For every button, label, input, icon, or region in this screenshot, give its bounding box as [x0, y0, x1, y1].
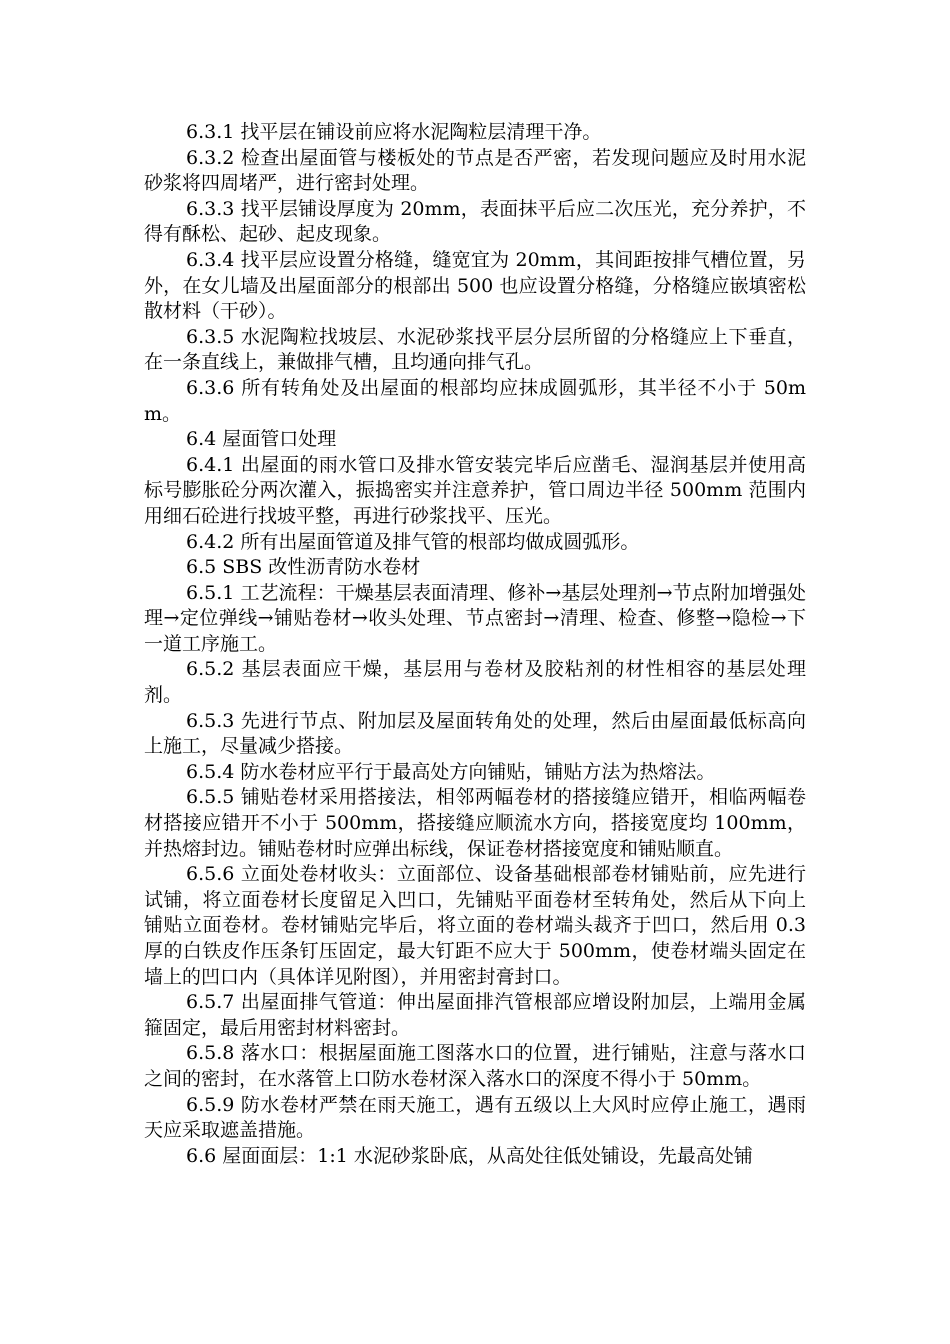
paragraph-6-5-8: 6.5.8 落水口：根据屋面施工图落水口的位置，进行铺贴，注意与落水口之间的密封，在水落管上口防水卷材深入落水口的深度不得小于 50mm。	[144, 1042, 806, 1090]
document-page	[144, 120, 806, 1169]
paragraph-6-3-5: 6.3.5 水泥陶粒找坡层、水泥砂浆找平层分层所留的分格缝应上下垂直，在一条直线上，兼做排气槽，且均通向排气孔。	[144, 325, 806, 374]
paragraph-6-3-2: 6.3.2 检查出屋面管与楼板处的节点是否严密，若发现问题应及时用水泥砂浆将四周堵严，进行密封处理。	[144, 146, 806, 195]
section-heading-6-4: 6.4 屋面管口处理	[186, 428, 337, 451]
paragraph-6-3-3: 6.3.3 找平层铺设厚度为 20mm，表面抹平后应二次压光，充分养护，不得有酥松、起砂、起皮现象。	[144, 197, 806, 246]
paragraph-6-5-6: 6.5.6 立面处卷材收头：立面部位、设备基础根部卷材铺贴前，应先进行试铺，将立面卷材长度留足入凹口，先铺贴平面卷材至转角处，然后从下向上铺贴立面卷材。卷材铺贴完毕后，将立面的卷材端头裁齐于凹口，然后用 0.3 厚的白铁皮作压条钉压固定，最大钉距不应大于 500mm，使卷材端头固定在墙上的凹口内（具体详见附图），并用密封膏封口。	[144, 863, 806, 988]
paragraph-6-5-1: 6.5.1 工艺流程：干燥基层表面清理、修补→基层处理剂→节点附加增强处理→定位弹线→铺贴卷材→收头处理、节点密封→清理、检查、修整→隐检→下一道工序施工。	[144, 581, 806, 655]
paragraph-6-5-2: 6.5.2 基层表面应干燥，基层用与卷材及胶粘剂的材性相容的基层处理剂。	[144, 658, 806, 707]
section-heading-6-5: 6.5 SBS 改性沥青防水卷材	[186, 556, 421, 579]
paragraph-6-3-1: 6.3.1 找平层在铺设前应将水泥陶粒层清理干净。	[186, 121, 602, 143]
paragraph-6-3-4: 6.3.4 找平层应设置分格缝，缝宽宜为 20mm，其间距按排气槽位置，另外，在女儿墙及出屋面部分的根部出 500 也应设置分格缝，分格缝应嵌填密松散材料（干砂）。	[144, 248, 806, 323]
paragraph-6-5-9: 6.5.9 防水卷材严禁在雨天施工，遇有五级以上大风时应停止施工，遇雨天应采取遮盖措施。	[144, 1093, 806, 1142]
paragraph-6-4-1: 6.4.1 出屋面的雨水管口及排水管安装完毕后应凿毛、湿润基层并使用高标号膨胀砼分两次灌入，振捣密实并注意养护，管口周边半径 500mm 范围内用细石砼进行找坡平整，再进行砂浆找平、压光。	[144, 453, 806, 527]
paragraph-6-6: 6.6 屋面面层：1:1 水泥砂浆卧底，从高处往低处铺设，先最高处铺	[186, 1144, 753, 1167]
paragraph-6-5-3: 6.5.3 先进行节点、附加层及屋面转角处的处理，然后由屋面最低标高向上施工，尽量减少搭接。	[144, 709, 806, 758]
paragraph-6-5-4: 6.5.4 防水卷材应平行于最高处方向铺贴，铺贴方法为热熔法。	[186, 760, 716, 783]
paragraph-6-3-6: 6.3.6 所有转角处及出屋面的根部均应抹成圆弧形，其半径不小于 50mm。	[144, 376, 806, 425]
paragraph-6-5-7: 6.5.7 出屋面排气管道：伸出屋面排汽管根部应增设附加层，上端用金属箍固定，最后用密封材料密封。	[144, 991, 806, 1039]
paragraph-6-4-2: 6.4.2 所有出屋面管道及排气管的根部均做成圆弧形。	[186, 530, 640, 553]
paragraph-6-5-5: 6.5.5 铺贴卷材采用搭接法，相邻两幅卷材的搭接缝应错开，相临两幅卷材搭接应错开不小于 500mm，搭接缝应顺流水方向，搭接宽度均 100mm，并热熔封边。铺贴卷材时应弹出标线，保证卷材搭接宽度和铺贴顺直。	[144, 786, 806, 860]
